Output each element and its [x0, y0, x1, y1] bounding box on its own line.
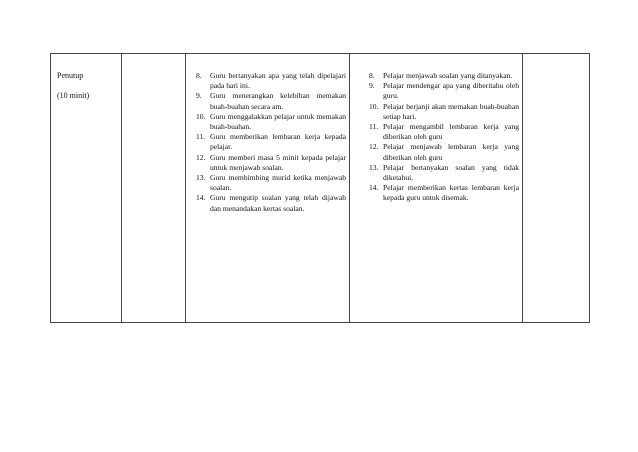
step-text: Pelajar menjawab lembaran kerja yang diberikan oleh guru — [383, 142, 519, 162]
column-divider — [121, 54, 122, 322]
list-item — [369, 102, 519, 122]
list-item — [369, 122, 519, 142]
step-number: 8. — [369, 71, 375, 80]
step-text: Guru bertanyakan apa yang telah dipelajari pada hari ini. — [210, 71, 346, 91]
column-divider — [185, 54, 186, 322]
teacher-activities-list — [196, 71, 346, 214]
step-text: Pelajar menjawab soalan yang ditanyakan. — [383, 71, 513, 80]
step-text: Pelajar mengambil lembaran kerja yang diberikan oleh guru — [383, 122, 519, 142]
stage-duration: (10 minit) — [57, 91, 90, 100]
step-number: 13. — [369, 162, 379, 172]
step-number: 11. — [196, 132, 206, 142]
list-item — [196, 132, 346, 152]
list-item — [196, 91, 346, 111]
step-number: 12. — [369, 142, 379, 152]
step-number: 11. — [369, 122, 379, 132]
list-item — [196, 173, 346, 193]
step-text: Guru membimbing murid ketika menjawab soalan. — [210, 173, 346, 193]
step-text: Pelajar memberikan kertas lembaran kerja kepada guru untuk disemak. — [383, 183, 519, 203]
step-text: Guru menerangkan kelebihan memakan buah-buahan secara am. — [210, 91, 346, 111]
list-item — [196, 153, 346, 173]
list-item — [369, 142, 519, 162]
step-text: Guru mengutip soalan yang telah dijawab dan menandakan kertas soalan. — [210, 193, 346, 213]
step-text: Pelajar mendengar apa yang diberitahu oleh guru. — [383, 81, 519, 101]
step-number: 9. — [196, 91, 202, 101]
step-text: Guru memberikan lembaran kerja kepada pelajar. — [210, 132, 346, 152]
list-item — [196, 193, 346, 213]
list-item — [369, 71, 519, 81]
step-number: 9. — [369, 81, 375, 91]
list-item — [369, 81, 519, 101]
step-text: Pelajar bertanyakan soalan yang tidak diketahui. — [383, 162, 519, 183]
step-number: 12. — [196, 152, 206, 162]
list-item — [369, 163, 519, 183]
list-item — [369, 183, 519, 203]
step-number: 14. — [196, 193, 206, 203]
step-number: 13. — [196, 173, 206, 183]
step-number: 10. — [196, 111, 206, 121]
step-text: Guru menggalakkan pelajar untuk memakan buah-buahan. — [210, 111, 346, 132]
stage-title: Penutup — [57, 71, 84, 80]
column-divider — [522, 54, 523, 322]
column-divider — [349, 54, 350, 322]
step-number: 14. — [369, 183, 379, 193]
list-item — [196, 71, 346, 91]
step-text: Guru memberi masa 5 minit kepada pelajar untuk menjawab soalan. — [210, 152, 346, 172]
step-number: 8. — [196, 71, 202, 80]
lesson-plan-table — [50, 53, 590, 323]
list-item — [196, 112, 346, 132]
step-number: 10. — [369, 101, 379, 111]
step-text: Pelajar berjanji akan memakan buah-buahan setiap hari. — [383, 101, 519, 121]
student-activities-list — [369, 71, 519, 204]
